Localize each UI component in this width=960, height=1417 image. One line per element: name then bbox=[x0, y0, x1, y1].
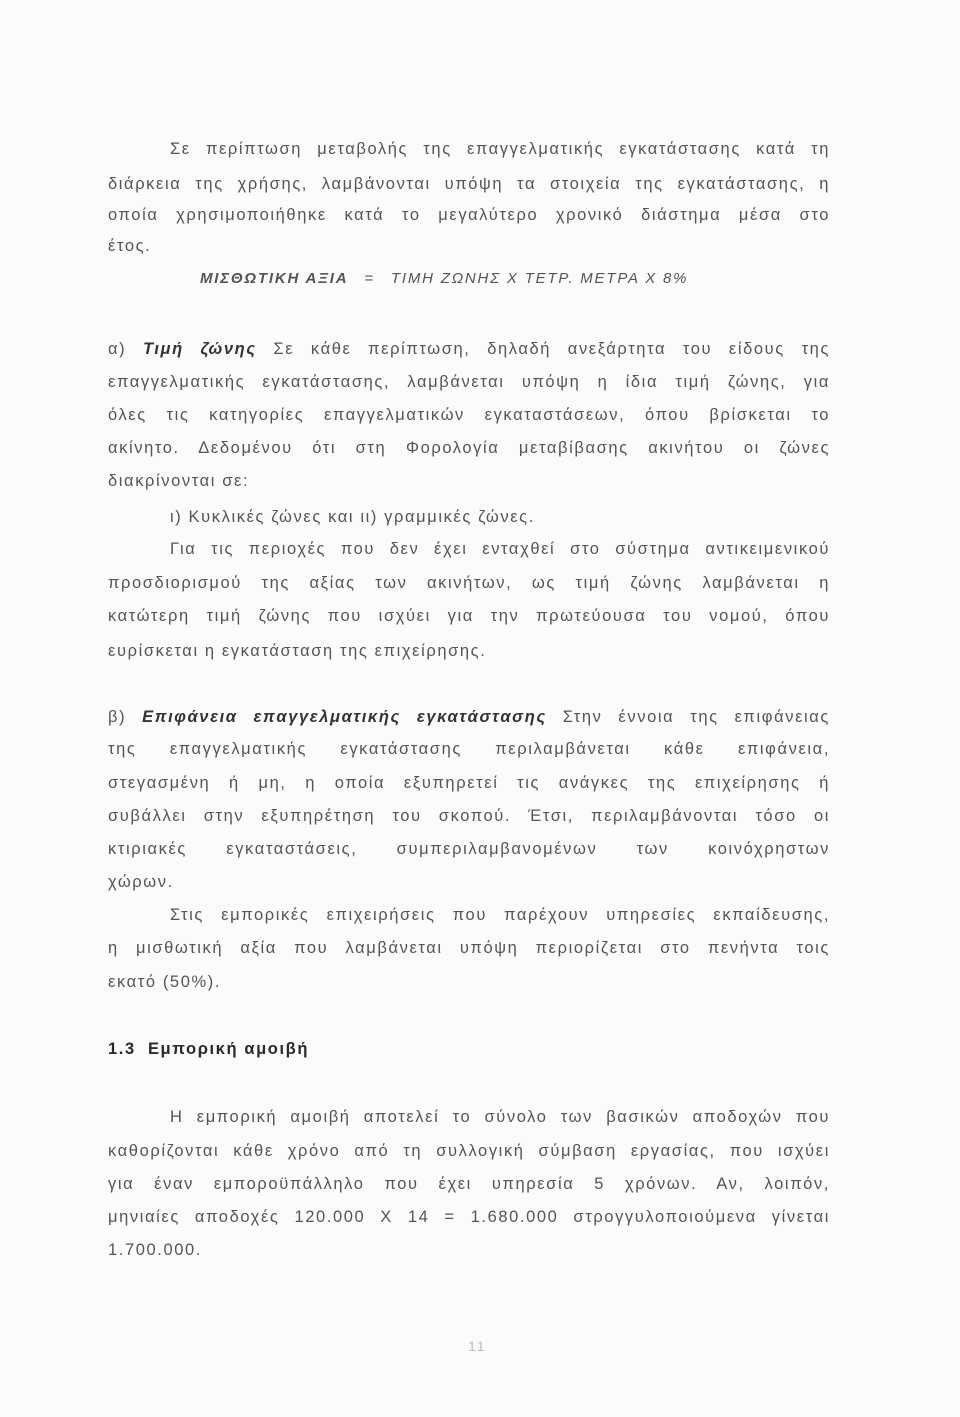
section-title: Εμπορική αμοιβή bbox=[147, 1040, 309, 1058]
text-line: μηνιαίες αποδοχές 120.000 Χ 14 = 1.680.000 στρογγυλοποιούμενα γίνεται bbox=[108, 1208, 830, 1226]
section-a-text: Σε κάθε περίπτωση, δηλαδή ανεξάρτητα του είδους της bbox=[273, 340, 831, 358]
section-b-text: Στην έννοια της επιφάνειας bbox=[562, 708, 830, 726]
text-line: οποία χρησιμοποιήθηκε κατά το μεγαλύτερο χρονικό διάστημα μέσα στο bbox=[108, 206, 830, 224]
section-b-prefix: β) bbox=[108, 708, 127, 726]
text-line: ευρίσκεται η εγκατάσταση της επιχείρησης. bbox=[108, 642, 487, 660]
text-line: κτιριακές εγκαταστάσεις, συμπεριλαμβανομένων των κοινόχρηστων bbox=[108, 840, 830, 858]
text-line: 1.700.000. bbox=[108, 1241, 202, 1259]
text-line: Για τις περιοχές που δεν έχει ενταχθεί στο σύστημα αντικειμενικού bbox=[170, 540, 830, 558]
text-line: προσδιορισμού της αξίας των ακινήτων, ως τιμή ζώνης λαμβάνεται η bbox=[108, 574, 830, 592]
section-b-first-line bbox=[108, 708, 830, 727]
text-line: Σε περίπτωση μεταβολής της επαγγελματικής εγκατάστασης κατά τη bbox=[170, 140, 830, 158]
section-a-first-line bbox=[108, 340, 830, 359]
text-line: επαγγελματικής εγκατάστασης, λαμβάνεται υπόψη η ίδια τιμή ζώνης, για bbox=[108, 373, 830, 391]
text-line: έτος. bbox=[108, 237, 152, 255]
formula bbox=[200, 270, 688, 287]
text-line: ι) Κυκλικές ζώνες και ιι) γραμμικές ζώνες. bbox=[170, 508, 535, 526]
section-a-prefix: α) bbox=[108, 340, 127, 358]
text-line: διάρκεια της χρήσης, λαμβάνονται υπόψη τα στοιχεία της εγκατάστασης, η bbox=[108, 175, 830, 193]
page-number: 11 bbox=[468, 1338, 487, 1354]
section-heading bbox=[108, 1040, 309, 1059]
formula-equals: = bbox=[364, 270, 375, 287]
section-number: 1.3 bbox=[108, 1040, 136, 1058]
text-line: κατώτερη τιμή ζώνης που ισχύει για την πρωτεύουσα του νομού, όπου bbox=[108, 607, 830, 625]
section-a-title: Τιμή ζώνης bbox=[142, 340, 257, 358]
section-b-title: Επιφάνεια επαγγελματικής εγκατάστασης bbox=[142, 708, 547, 726]
text-line: ακίνητο. Δεδομένου ότι στη Φορολογία μεταβίβασης ακινήτου οι ζώνες bbox=[108, 439, 830, 457]
text-line: για έναν εμποροϋπάλληλο που έχει υπηρεσία 5 χρόνων. Αν, λοιπόν, bbox=[108, 1175, 830, 1193]
text-line: καθορίζονται κάθε χρόνο από τη συλλογική σύμβαση εργασίας, που ισχύει bbox=[108, 1142, 830, 1160]
text-line: χώρων. bbox=[108, 873, 174, 891]
text-line: όλες τις κατηγορίες επαγγελματικών εγκαταστάσεων, όπου βρίσκεται το bbox=[108, 406, 830, 424]
text-line: Στις εμπορικές επιχειρήσεις που παρέχουν υπηρεσίες εκπαίδευσης, bbox=[170, 906, 830, 924]
text-line: Η εμπορική αμοιβή αποτελεί το σύνολο των βασικών αποδοχών που bbox=[170, 1108, 830, 1126]
text-line: συβάλλει στην εξυπηρέτηση του σκοπού. Έτσι, περιλαμβάνονται τόσο οι bbox=[108, 807, 830, 825]
text-line: διακρίνονται σε: bbox=[108, 472, 250, 490]
text-line: η μισθωτική αξία που λαμβάνεται υπόψη περιορίζεται στο πενήντα τοις bbox=[108, 939, 830, 957]
formula-left: ΜΙΣΘΩΤΙΚΗ ΑΞΙΑ bbox=[200, 270, 349, 287]
text-line: στεγασμένη ή μη, η οποία εξυπηρετεί τις ανάγκες της επιχείρησης ή bbox=[108, 774, 830, 792]
text-line: εκατό (50%). bbox=[108, 973, 222, 991]
formula-right: ΤΙΜΗ ΖΩΝΗΣ Χ ΤΕΤΡ. ΜΕΤΡΑ Χ 8% bbox=[390, 270, 689, 287]
text-line: της επαγγελματικής εγκατάστασης περιλαμβάνεται κάθε επιφάνεια, bbox=[108, 740, 830, 758]
